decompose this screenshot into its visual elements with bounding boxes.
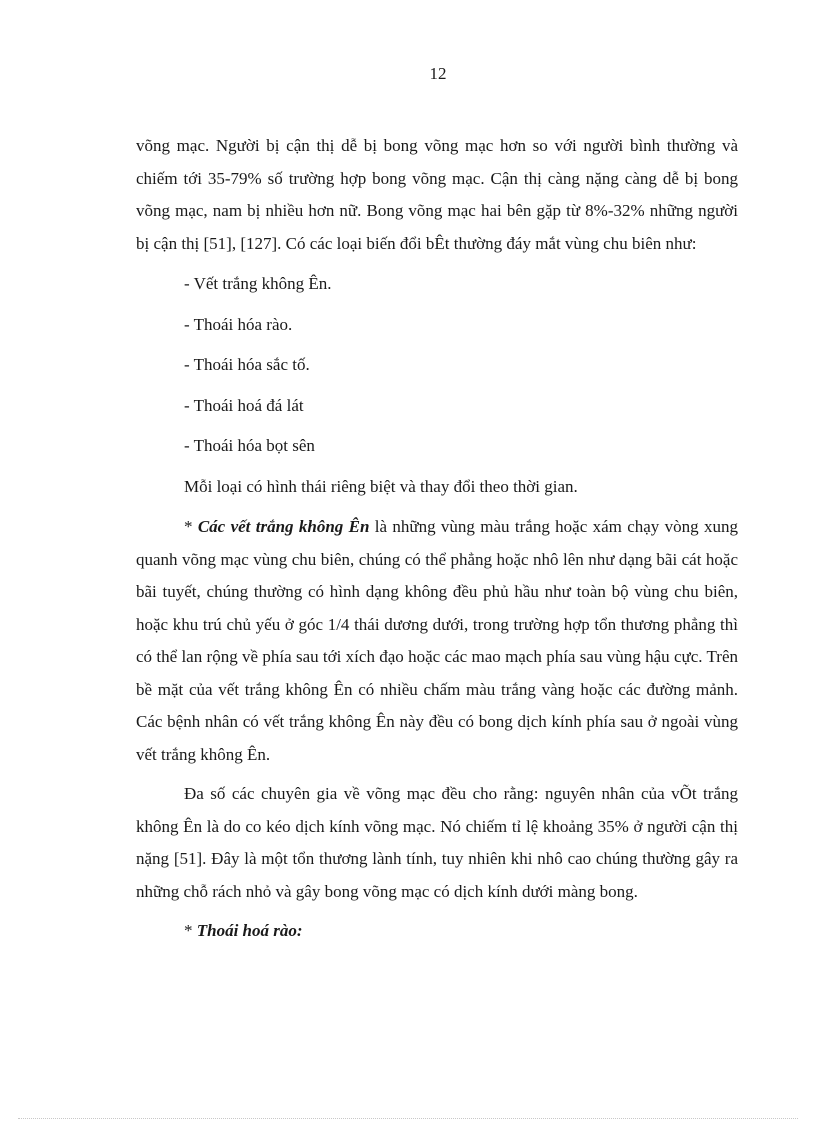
page-number: 12 xyxy=(429,64,447,83)
page-bottom-divider xyxy=(18,1118,798,1119)
lattice-degeneration-heading-line xyxy=(136,915,738,948)
list-item: - Thoái hóa sắc tố. xyxy=(184,355,310,374)
list-item: - Thoái hoá đá lát xyxy=(184,395,304,415)
section-bullet: * xyxy=(184,517,198,536)
list-item: - Thoái hóa bọt sên xyxy=(184,436,315,455)
white-without-pressure-paragraph xyxy=(136,511,738,771)
list-item: - Vết trắng không Ên. xyxy=(184,274,332,293)
cause-paragraph: Đa số các chuyên gia về võng mạc đều cho rằng: nguyên nhân của vÕt trắng không Ên là do co kéo dịch kính võng mạc. Nó chiếm tỉ lệ khoảng 35% ở người cận thị nặng [51]. Đây là một tổn thương lành tính, tuy nhiên khi nhô cao chúng thường gây ra những chỗ rách nhỏ và gây bong võng mạc có dịch kính dưới màng bong. xyxy=(136,784,738,901)
list-item: - Thoái hóa rào. xyxy=(184,314,293,334)
document-body xyxy=(136,130,738,948)
section-heading-lattice-degeneration: Thoái hoá rào: xyxy=(196,921,303,940)
section-bullet: * xyxy=(184,921,197,940)
summary-paragraph: Mỗi loại có hình thái riêng biệt và thay đổi theo thời gian. xyxy=(184,476,578,496)
intro-paragraph: võng mạc. Người bị cận thị dễ bị bong võng mạc hơn so với người bình thường và chiếm tới 35-79% số trường hợp bong võng mạc. Cận thị càng nặng càng dễ bị bong võng mạc, nam bị nhiều hơn nữ. Bong võng mạc hai bên gặp từ 8%-32% những người bị cận thị [51], [127]. Có các loại biến đổi bÊt thường đáy mắt vùng chu biên như: xyxy=(136,136,738,253)
section-heading-white-without-pressure: Các vết trắng không Ên xyxy=(197,517,370,536)
section-body: là những vùng màu trắng hoặc xám chạy vòng xung quanh võng mạc vùng chu biên, chúng có thể phẳng hoặc nhô lên như dạng bãi cát hoặc bãi tuyết, chúng thường có hình dạng không đều phủ hầu như toàn bộ vùng chu biên, hoặc khu trú chủ yếu ở góc 1/4 thái dương dưới, trong trường hợp tổn thương phẳng thì có thể lan rộng về phía sau tới xích đạo hoặc các mao mạch phía sau vùng hậu cực. Trên bề mặt của vết trắng không Ên có nhiều chấm màu trắng vàng hoặc các đường mảnh. Các bệnh nhân có vết trắng không Ên này đều có bong dịch kính phía sau ở ngoài vùng vết trắng không Ên. xyxy=(136,517,738,764)
degeneration-list xyxy=(136,268,738,511)
